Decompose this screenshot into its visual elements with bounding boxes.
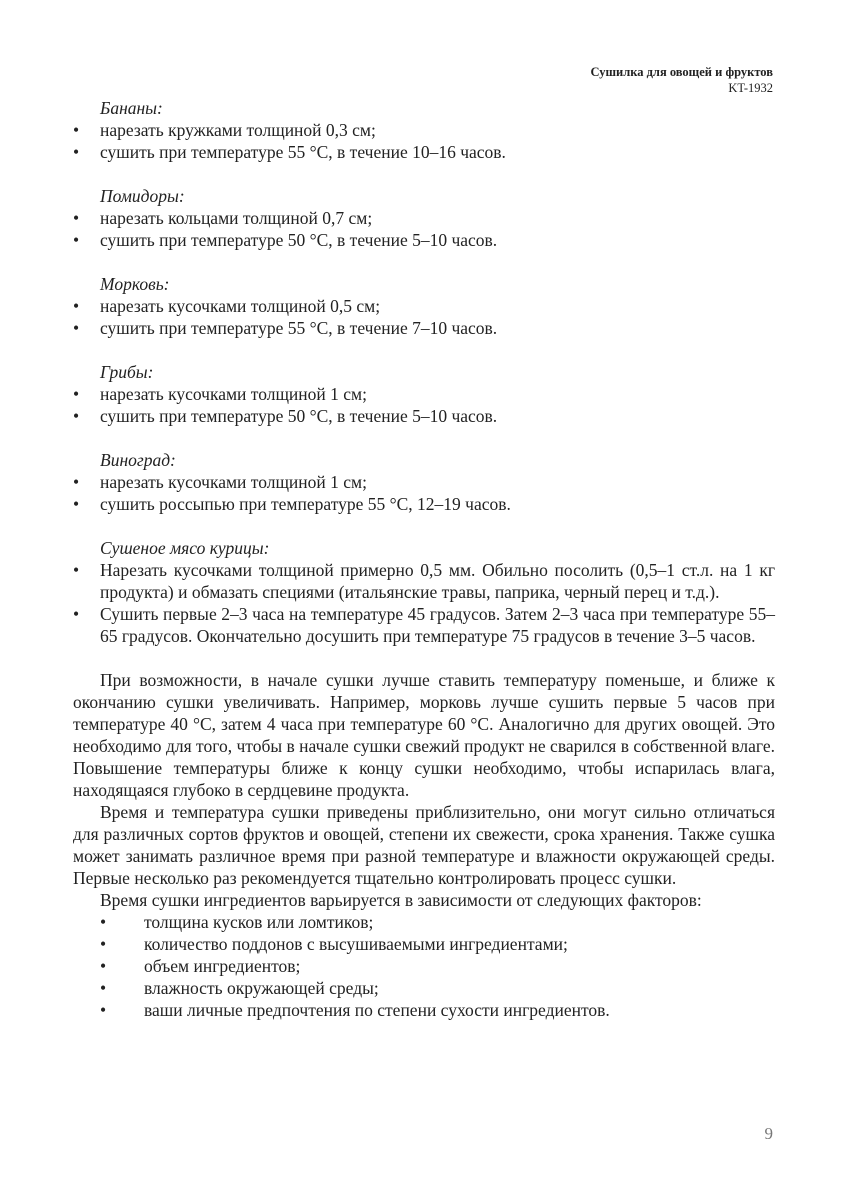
list-item [73,207,775,229]
section-dried-chicken [73,537,775,647]
bullet-icon: • [100,1000,107,1020]
list-item-text: сушить при температуре 50 °С, в течение 5–10 часов. [100,406,498,426]
section-grapes [73,449,775,515]
bullet-icon: • [73,494,80,514]
page-number: 9 [764,1124,773,1143]
bullet-icon: • [73,472,80,492]
bullet-list [73,383,775,427]
bullet-icon: • [73,384,80,404]
section-tomatoes [73,185,775,251]
bullet-icon: • [73,142,80,162]
section-heading: Бананы: [100,98,163,118]
section-bananas [73,97,775,163]
list-item-text: толщина кусков или ломтиков; [144,912,374,932]
list-item [73,977,775,999]
factors-list [73,911,775,1021]
paragraph: Время сушки ингредиентов варьируется в зависимости от следующих факторов: [100,890,702,910]
list-item-text: сушить при температуре 55 °С, в течение 7–10 часов. [100,318,498,338]
bullet-list [73,295,775,339]
list-item [73,911,775,933]
list-item [73,405,775,427]
bullet-list [73,559,775,647]
list-item [73,317,775,339]
section-mushrooms [73,361,775,427]
page-content [73,97,775,1021]
list-item [73,493,775,515]
header-model: KT-1932 [728,81,773,95]
list-item [73,295,775,317]
bullet-list [73,119,775,163]
list-item-text: нарезать кусочками толщиной 0,5 см; [100,296,381,316]
list-item [73,559,775,603]
list-item [73,999,775,1021]
section-heading: Морковь: [100,274,170,294]
bullet-icon: • [73,296,80,316]
list-item-text: Нарезать кусочками толщиной примерно 0,5 мм. Обильно посолить (0,5–1 ст.л. на 1 кг продукта) и обмазать специями (итальянские травы, паприка, черный перец и т.д.). [100,560,775,602]
section-heading: Помидоры: [100,186,185,206]
bullet-list [73,207,775,251]
list-item [73,603,775,647]
section-heading: Виноград: [100,450,176,470]
section-heading: Сушеное мясо курицы: [100,538,270,558]
list-item-text: ваши личные предпочтения по степени сухости ингредиентов. [144,1000,610,1020]
list-item-text: сушить при температуре 55 °С, в течение 10–16 часов. [100,142,506,162]
header-title: Сушилка для овощей и фруктов [590,65,773,79]
bullet-icon: • [73,560,80,580]
list-item-text: нарезать кусочками толщиной 1 см; [100,384,367,404]
list-item [73,383,775,405]
bullet-icon: • [100,978,107,998]
bullet-icon: • [73,230,80,250]
section-heading: Грибы: [100,362,154,382]
list-item-text: Сушить первые 2–3 часа на температуре 45 градусов. Затем 2–3 часа при температуре 55–65 градусов. Окончательно досушить при температуре 75 градусов в течение 3–5 часов. [100,604,775,646]
bullet-list [73,471,775,515]
paragraph: Время и температура сушки приведены приблизительно, они могут сильно отличаться для различных сортов фруктов и овощей, степени их свежести, срока хранения. Также сушка может занимать различное время при разной температуре и влажности окружающей среды. Первые несколько раз рекомендуется тщательно контролировать процесс сушки. [73,802,775,888]
list-item-text: сушить россыпью при температуре 55 °С, 12–19 часов. [100,494,511,514]
bullet-icon: • [73,120,80,140]
section-carrots [73,273,775,339]
list-item-text: нарезать кружками толщиной 0,3 см; [100,120,376,140]
list-item [73,229,775,251]
page-header [590,64,773,96]
list-item [73,471,775,493]
list-item [73,141,775,163]
bullet-icon: • [100,912,107,932]
list-item-text: нарезать кусочками толщиной 1 см; [100,472,367,492]
bullet-icon: • [73,406,80,426]
list-item [73,933,775,955]
paragraph: При возможности, в начале сушки лучше ставить температуру поменьше, и ближе к окончанию сушки увеличивать. Например, морковь лучше сушить первые 5 часов при температуре 40 °С, затем 4 часа при температуре 60 °С. Аналогично для других овощей. Это необходимо для того, чтобы в начале сушки свежий продукт не сварился в собственной влаге. Повышение температуры ближе к концу сушки необходимо, чтобы испарилась влага, находящаяся глубоко в сердцевине продукта. [73,670,775,800]
list-item-text: количество поддонов с высушиваемыми ингредиентами; [144,934,568,954]
list-item [73,955,775,977]
list-item-text: объем ингредиентов; [144,956,301,976]
list-item-text: влажность окружающей среды; [144,978,379,998]
list-item-text: сушить при температуре 50 °С, в течение 5–10 часов. [100,230,498,250]
bullet-icon: • [100,956,107,976]
bullet-icon: • [73,604,80,624]
bullet-icon: • [73,208,80,228]
list-item-text: нарезать кольцами толщиной 0,7 см; [100,208,373,228]
bullet-icon: • [100,934,107,954]
bullet-icon: • [73,318,80,338]
list-item [73,119,775,141]
